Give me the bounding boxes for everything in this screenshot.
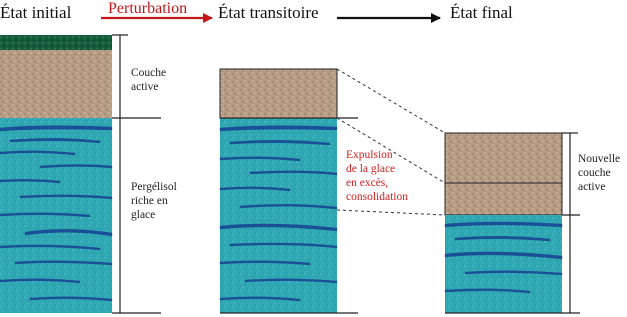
permafrost-layer [445,215,562,313]
permafrost-label-line: Pergélisol [131,181,177,193]
active-layer-label [131,66,166,94]
perturbation-label: Perturbation [108,0,188,17]
permafrost-layer [0,118,112,313]
expulsion-label-line: de la glace [346,163,396,175]
active-layer-lower [445,183,562,215]
vegetation-layer [0,35,112,50]
permafrost-label [131,180,177,222]
expulsion-label-line: en excès, [346,177,389,189]
expulsion-label-line: Expulsion [346,149,393,161]
transitional-state-column [220,69,358,313]
active-layer-upper [445,133,562,183]
final-state-column [445,133,580,313]
expulsion-label [346,148,408,204]
active-layer-label-line: active [131,81,159,93]
new-active-layer-label-line: Nouvelle [578,153,621,165]
expulsion-label-line: consolidation [346,191,408,203]
new-active-layer-label-line: couche [578,167,611,179]
active-layer [0,50,112,118]
new-active-layer-label [578,152,620,194]
active-layer-label-line: Couche [131,67,167,79]
new-active-layer-label-line: active [578,181,606,193]
permafrost-layer [220,118,337,313]
title-transitional-state: État transitoire [218,3,319,22]
active-layer [220,69,337,118]
title-initial-state: État initial [0,3,72,22]
permafrost-label-line: riche en [131,195,168,207]
permafrost-label-line: glace [131,209,156,221]
title-final-state: État final [450,3,513,22]
